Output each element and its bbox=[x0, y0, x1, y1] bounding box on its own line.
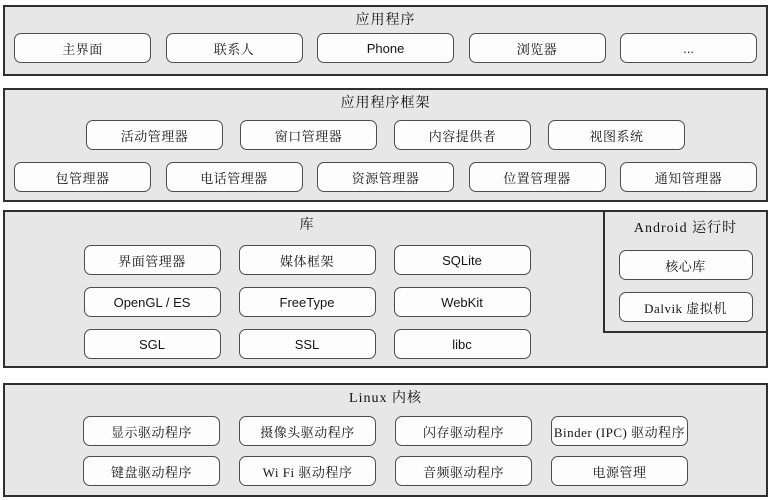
kernel-box-display-driver: 显示驱动程序 bbox=[83, 416, 220, 446]
lib-box-sqlite: SQLite bbox=[394, 245, 531, 275]
framework-box-location-manager: 位置管理器 bbox=[469, 162, 606, 192]
linux-kernel-layer bbox=[3, 383, 768, 497]
application-framework-layer bbox=[3, 88, 768, 202]
framework-box-resource-manager: 资源管理器 bbox=[317, 162, 454, 192]
framework-row-2 bbox=[5, 162, 766, 192]
applications-layer-title: 应用程序 bbox=[355, 13, 416, 28]
framework-row-1 bbox=[5, 120, 766, 150]
framework-box-notification-manager: 通知管理器 bbox=[620, 162, 757, 192]
framework-box-view-system: 视图系统 bbox=[548, 120, 685, 150]
linux-kernel-title: Linux 内核 bbox=[349, 391, 422, 406]
android-runtime-panel bbox=[603, 212, 766, 333]
android-runtime-title: Android 运行时 bbox=[633, 221, 738, 236]
app-box-contacts: 联系人 bbox=[166, 33, 303, 63]
kernel-box-camera-driver: 摄像头驱动程序 bbox=[239, 416, 376, 446]
applications-row bbox=[5, 33, 766, 63]
lib-box-media-framework: 媒体框架 bbox=[239, 245, 376, 275]
lib-box-libc: libc bbox=[394, 329, 531, 359]
libraries-layer bbox=[3, 210, 768, 368]
framework-box-package-manager: 包管理器 bbox=[14, 162, 151, 192]
libraries-grid bbox=[5, 245, 609, 359]
app-box-browser: 浏览器 bbox=[469, 33, 606, 63]
lib-box-webkit: WebKit bbox=[394, 287, 531, 317]
app-box-phone: Phone bbox=[317, 33, 454, 63]
kernel-box-binder-ipc-driver: Binder (IPC) 驱动程序 bbox=[551, 416, 688, 446]
kernel-row-1 bbox=[5, 416, 766, 446]
applications-layer bbox=[3, 5, 768, 76]
kernel-box-flash-memory-driver: 闪存驱动程序 bbox=[395, 416, 532, 446]
runtime-box-dalvik-vm: Dalvik 虚拟机 bbox=[619, 292, 753, 322]
kernel-box-power-management: 电源管理 bbox=[551, 456, 688, 486]
framework-box-activity-manager: 活动管理器 bbox=[86, 120, 223, 150]
kernel-row-2 bbox=[5, 456, 766, 486]
kernel-box-keypad-driver: 键盘驱动程序 bbox=[83, 456, 220, 486]
lib-box-ssl: SSL bbox=[239, 329, 376, 359]
framework-box-content-providers: 内容提供者 bbox=[394, 120, 531, 150]
kernel-box-audio-driver: 音频驱动程序 bbox=[395, 456, 532, 486]
kernel-box-wifi-driver: Wi Fi 驱动程序 bbox=[239, 456, 376, 486]
lib-box-freetype: FreeType bbox=[239, 287, 376, 317]
lib-box-surface-manager: 界面管理器 bbox=[84, 245, 221, 275]
libraries-area bbox=[5, 212, 609, 359]
framework-box-window-manager: 窗口管理器 bbox=[240, 120, 377, 150]
app-box-home: 主界面 bbox=[14, 33, 151, 63]
libraries-title: 库 bbox=[299, 218, 315, 233]
application-framework-title: 应用程序框架 bbox=[340, 96, 431, 111]
framework-box-telephony-manager: 电话管理器 bbox=[166, 162, 303, 192]
lib-box-opengl-es: OpenGL / ES bbox=[84, 287, 221, 317]
lib-box-sgl: SGL bbox=[84, 329, 221, 359]
app-box-more: ... bbox=[620, 33, 757, 63]
runtime-box-core-libraries: 核心库 bbox=[619, 250, 753, 280]
